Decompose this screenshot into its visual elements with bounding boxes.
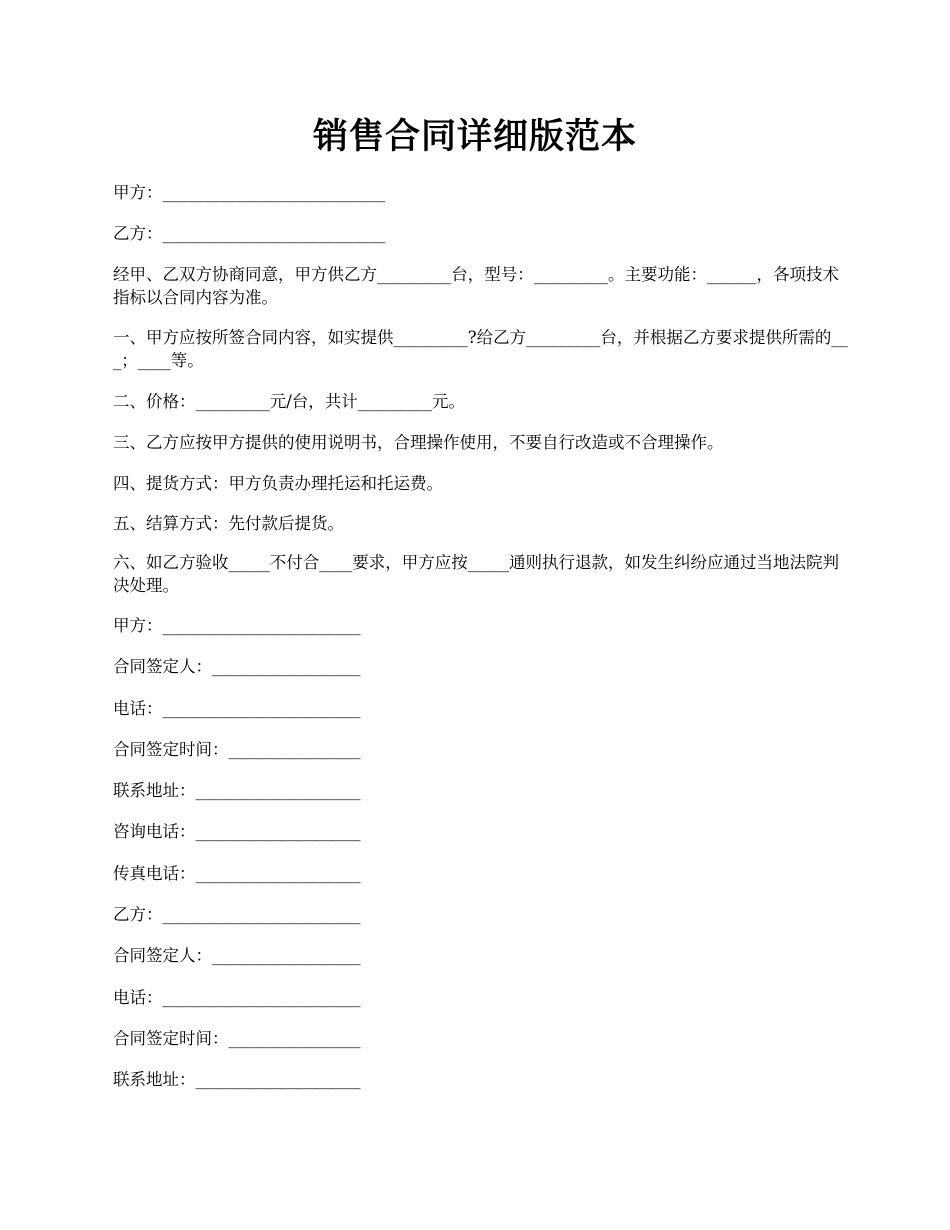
clause-1-paragraph: 一、甲方应按所签合同内容，如实提供_________?给乙方_________台，并根据乙方要求提供所需的___；____等。	[113, 328, 848, 370]
party-b-signature-field: 乙方：________________________	[113, 905, 361, 924]
clause-6-paragraph: 六、如乙方验收_____不付合____要求，甲方应按_____通则执行退款，如发生纠纷应通过当地法院判决处理。	[113, 553, 839, 595]
intro-paragraph: 经甲、乙双方协商同意，甲方供乙方_________台，型号：_________。主要功能：______，各项技术指标以合同内容为准。	[113, 265, 839, 307]
party-a-fax-field: 传真电话：____________________	[113, 864, 361, 883]
party-a-phone-field: 电话：________________________	[113, 699, 361, 718]
party-a-sign-date-field: 合同签定时间：________________	[113, 740, 361, 759]
party-a-address-field: 联系地址：____________________	[113, 781, 361, 800]
party-b-sign-date-field: 合同签定时间：________________	[113, 1029, 361, 1048]
clause-2-paragraph: 二、价格：_________元/台，共计_________元。	[113, 392, 466, 411]
party-a-signature-field: 甲方：________________________	[113, 616, 361, 635]
party-b-header-field: 乙方：___________________________	[113, 224, 386, 243]
party-a-signer-field: 合同签定人：__________________	[113, 657, 361, 676]
party-b-address-field: 联系地址：____________________	[113, 1070, 361, 1089]
party-b-signer-field: 合同签定人：__________________	[113, 946, 361, 965]
clause-3-paragraph: 三、乙方应按甲方提供的使用说明书，合理操作使用，不要自行改造或不合理操作。	[113, 433, 724, 452]
document-title: 销售合同详细版范本	[312, 116, 637, 157]
clause-5-paragraph: 五、结算方式：先付款后提货。	[113, 514, 344, 533]
party-a-inquiry-phone-field: 咨询电话：____________________	[113, 822, 361, 841]
party-b-phone-field: 电话：________________________	[113, 988, 361, 1007]
clause-4-paragraph: 四、提货方式：甲方负责办理托运和托运费。	[113, 474, 443, 493]
party-a-header-field: 甲方：___________________________	[113, 183, 386, 202]
